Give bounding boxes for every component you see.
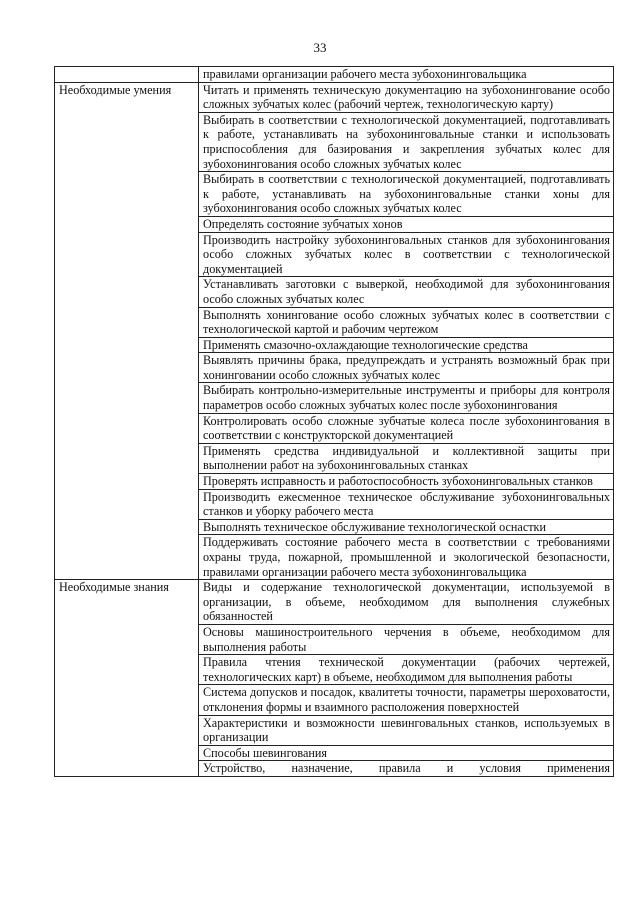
requirement-cell: Выявлять причины брака, предупреждать и устранять возможный брак при хонинговании особо сложных зубчатых колес	[199, 353, 614, 383]
requirement-cell: Производить ежесменное техническое обслуживание зубохонинговальных станков и уборку рабочего места	[199, 489, 614, 519]
requirement-cell: Применять средства индивидуальной и коллективной защиты при выполнении работ на зубохонинговальных станках	[199, 443, 614, 473]
competency-table	[54, 66, 614, 777]
requirement-cell: Выполнять хонингование особо сложных зубчатых колес в соответствии с технологической картой и рабочим чертежом	[199, 307, 614, 337]
requirement-cell: Способы шевингования	[199, 745, 614, 761]
requirement-cell: Основы машиностроительного черчения в объеме, необходимом для выполнения работы	[199, 624, 614, 654]
table-row	[55, 580, 614, 625]
requirement-cell: Проверять исправность и работоспособность зубохонинговальных станков	[199, 474, 614, 490]
requirement-cell: Производить настройку зубохонинговальных станков для зубохонингования особо сложных зубчатых колес в соответствии с технологической документацией	[199, 232, 614, 277]
table-row	[55, 82, 614, 112]
requirement-cell: Устройство, назначение, правила и условия применения	[199, 761, 614, 777]
requirement-cell: Читать и применять техническую документацию на зубохонингование особо сложных зубчатых колес (рабочий чертеж, технологическую карту)	[199, 82, 614, 112]
requirement-cell: правилами организации рабочего места зубохонинговальщика	[199, 67, 614, 83]
requirement-cell: Поддерживать состояние рабочего места в соответствии с требованиями охраны труда, пожарной, промышленной и экологической безопасности, правилами организации рабочего места зубохонинговальщика	[199, 535, 614, 580]
requirement-cell: Выбирать контрольно-измерительные инструменты и приборы для контроля параметров особо сложных зубчатых колес после зубохонингования	[199, 383, 614, 413]
competency-table-body	[55, 67, 614, 777]
requirement-cell: Выполнять техническое обслуживание технологической оснастки	[199, 519, 614, 535]
table-row	[55, 67, 614, 83]
requirement-cell: Применять смазочно-охлаждающие технологические средства	[199, 337, 614, 353]
page-number: 33	[313, 40, 327, 55]
requirement-cell: Определять состояние зубчатых хонов	[199, 216, 614, 232]
category-cell	[55, 67, 199, 83]
category-cell: Необходимые знания	[55, 580, 199, 777]
requirement-cell: Система допусков и посадок, квалитеты точности, параметры шероховатости, отклонения формы и взаимного расположения поверхностей	[199, 685, 614, 715]
requirement-cell: Контролировать особо сложные зубчатые колеса после зубохонингования в соответствии с конструкторской документацией	[199, 413, 614, 443]
requirement-cell: Характеристики и возможности шевинговальных станков, используемых в организации	[199, 715, 614, 745]
requirement-cell: Выбирать в соответствии с технологической документацией, подготавливать к работе, устанавливать на зубохонинговальные станки и использовать приспособления для базирования и закрепления зубчатых колес для зубохонингования особо сложных зубчатых колес	[199, 112, 614, 171]
requirement-cell: Виды и содержание технологической документации, используемой в организации, в объеме, необходимом для выполнения служебных обязанностей	[199, 580, 614, 625]
category-cell: Необходимые умения	[55, 82, 199, 580]
requirement-cell: Выбирать в соответствии с технологической документацией, подготавливать к работе, устанавливать на зубохонинговальные станки хоны для зубохонингования особо сложных зубчатых колес	[199, 172, 614, 217]
requirement-cell: Правила чтения технической документации (рабочих чертежей, технологических карт) в объеме, необходимом для выполнения работы	[199, 655, 614, 685]
requirement-cell: Устанавливать заготовки с выверкой, необходимой для зубохонингования особо сложных зубчатых колес	[199, 277, 614, 307]
